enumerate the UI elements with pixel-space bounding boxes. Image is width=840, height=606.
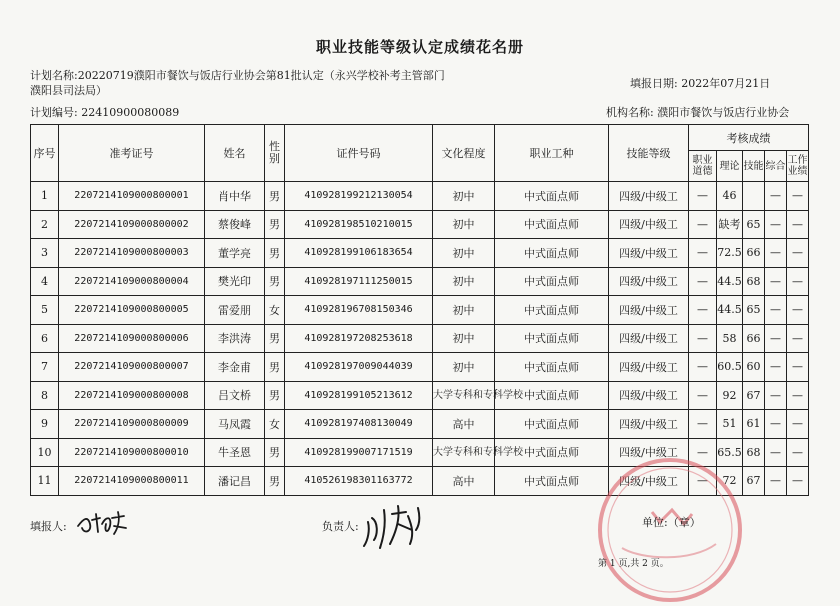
row-ethics: — [689, 438, 717, 467]
row-comprehensive: — [765, 267, 787, 296]
table-row [31, 239, 809, 268]
plan-name [30, 68, 445, 83]
row-seq: 8 [31, 381, 59, 410]
row-theory: 92 [717, 381, 743, 410]
row-occupation: 中式面点师 [495, 182, 609, 211]
row-ethics: — [689, 324, 717, 353]
row-skill-level: 四级/中级工 [609, 182, 689, 211]
row-ethics: — [689, 239, 717, 268]
row-comprehensive: — [765, 438, 787, 467]
row-exam-number: 2207214109000800006 [59, 324, 205, 353]
organization-value: 濮阳市餐饮与饭店行业协会 [657, 106, 790, 119]
unit-seal-label: 单位:（章） [642, 516, 701, 529]
row-education: 初中 [433, 267, 495, 296]
row-work-performance: — [787, 324, 809, 353]
row-work-performance: — [787, 438, 809, 467]
row-seq: 9 [31, 410, 59, 439]
plan-number-value: 22410900080089 [81, 106, 180, 119]
row-id-number: 410928197009044039 [285, 353, 433, 382]
header-exam-number: 准考证号 [59, 125, 205, 182]
table-row [31, 296, 809, 325]
row-theory: 44.5 [717, 296, 743, 325]
header-scores: 考核成绩 [689, 125, 809, 151]
row-exam-number: 2207214109000800005 [59, 296, 205, 325]
row-seq: 10 [31, 438, 59, 467]
table-row [31, 410, 809, 439]
row-name: 肖中华 [205, 182, 265, 211]
row-gender: 男 [265, 324, 285, 353]
header-skill-level: 技能等级 [609, 125, 689, 182]
row-skill: 67 [743, 467, 765, 496]
row-ethics: — [689, 267, 717, 296]
row-skill: 68 [743, 438, 765, 467]
row-skill [743, 182, 765, 211]
row-id-number: 410928199212130054 [285, 182, 433, 211]
row-seq: 4 [31, 267, 59, 296]
row-occupation: 中式面点师 [495, 210, 609, 239]
row-occupation: 中式面点师 [495, 324, 609, 353]
row-name: 潘记昌 [205, 467, 265, 496]
row-name: 李洪涛 [205, 324, 265, 353]
row-skill-level: 四级/中级工 [609, 267, 689, 296]
row-gender: 男 [265, 267, 285, 296]
row-comprehensive: — [765, 210, 787, 239]
plan-name-label: 计划名称: [30, 69, 78, 82]
row-work-performance: — [787, 410, 809, 439]
row-seq: 5 [31, 296, 59, 325]
fill-date [630, 76, 770, 91]
row-work-performance: — [787, 267, 809, 296]
row-theory: 65.5 [717, 438, 743, 467]
row-occupation: 中式面点师 [495, 410, 609, 439]
header-education: 文化程度 [433, 125, 495, 182]
row-theory: 72 [717, 467, 743, 496]
plan-name-value: 20220719濮阳市餐饮与饭店行业协会第81批认定（永兴学校补考主管部门 [77, 69, 445, 82]
row-education: 大学专科和专科学校 [433, 438, 495, 467]
row-education: 大学专科和专科学校 [433, 381, 495, 410]
row-work-performance: — [787, 381, 809, 410]
row-occupation: 中式面点师 [495, 267, 609, 296]
row-skill-level: 四级/中级工 [609, 239, 689, 268]
row-education: 初中 [433, 324, 495, 353]
row-name: 雷爱朋 [205, 296, 265, 325]
row-skill: 61 [743, 410, 765, 439]
table-row [31, 353, 809, 382]
header-work-performance: 工作业绩 [787, 151, 809, 182]
row-skill-level: 四级/中级工 [609, 381, 689, 410]
row-occupation: 中式面点师 [495, 438, 609, 467]
row-name: 吕文桥 [205, 381, 265, 410]
row-exam-number: 2207214109000800002 [59, 210, 205, 239]
header-occupation: 职业工种 [495, 125, 609, 182]
row-seq: 1 [31, 182, 59, 211]
row-work-performance: — [787, 296, 809, 325]
row-id-number: 410928196708150346 [285, 296, 433, 325]
row-name: 蔡俊峰 [205, 210, 265, 239]
row-occupation: 中式面点师 [495, 296, 609, 325]
fill-date-label: 填报日期: [630, 77, 678, 90]
table-row [31, 381, 809, 410]
row-occupation: 中式面点师 [495, 353, 609, 382]
page-number: 第 1 页,共 2 页。 [598, 559, 669, 569]
header-gender: 性别 [265, 125, 285, 182]
responsible-signature [362, 500, 432, 552]
row-exam-number: 2207214109000800007 [59, 353, 205, 382]
row-skill-level: 四级/中级工 [609, 467, 689, 496]
row-skill-level: 四级/中级工 [609, 410, 689, 439]
row-skill-level: 四级/中级工 [609, 210, 689, 239]
table-row [31, 210, 809, 239]
row-name: 李金甫 [205, 353, 265, 382]
row-comprehensive: — [765, 381, 787, 410]
row-ethics: — [689, 353, 717, 382]
row-education: 初中 [433, 296, 495, 325]
row-seq: 11 [31, 467, 59, 496]
row-gender: 男 [265, 239, 285, 268]
row-theory: 72.5 [717, 239, 743, 268]
row-ethics: — [689, 467, 717, 496]
row-theory: 58 [717, 324, 743, 353]
table-row [31, 267, 809, 296]
row-exam-number: 2207214109000800004 [59, 267, 205, 296]
table-row [31, 324, 809, 353]
row-skill-level: 四级/中级工 [609, 296, 689, 325]
header-ethics: 职业道德 [689, 151, 717, 182]
filler-label: 填报人: [30, 520, 67, 533]
row-exam-number: 2207214109000800008 [59, 381, 205, 410]
header-id-number: 证件号码 [285, 125, 433, 182]
row-theory: 46 [717, 182, 743, 211]
row-occupation: 中式面点师 [495, 381, 609, 410]
filler-signature [74, 506, 130, 540]
row-education: 初中 [433, 353, 495, 382]
row-skill: 65 [743, 210, 765, 239]
row-name: 董学亮 [205, 239, 265, 268]
row-comprehensive: — [765, 324, 787, 353]
header-seq: 序号 [31, 125, 59, 182]
header-name: 姓名 [205, 125, 265, 182]
row-education: 初中 [433, 239, 495, 268]
plan-name-continuation: 濮阳县司法局） [30, 84, 107, 97]
row-comprehensive: — [765, 296, 787, 325]
row-id-number: 410928199105213612 [285, 381, 433, 410]
row-skill: 65 [743, 296, 765, 325]
row-skill: 66 [743, 239, 765, 268]
fill-date-value: 2022年07月21日 [681, 77, 771, 90]
row-theory: 51 [717, 410, 743, 439]
row-skill-level: 四级/中级工 [609, 324, 689, 353]
row-id-number: 410928197408130049 [285, 410, 433, 439]
row-exam-number: 2207214109000800010 [59, 438, 205, 467]
row-ethics: — [689, 210, 717, 239]
responsible-label: 负责人: [322, 520, 359, 533]
score-roster-table [30, 124, 809, 496]
row-theory: 44.5 [717, 267, 743, 296]
row-gender: 男 [265, 182, 285, 211]
row-name: 樊光印 [205, 267, 265, 296]
row-comprehensive: — [765, 410, 787, 439]
row-occupation: 中式面点师 [495, 467, 609, 496]
row-skill-level: 四级/中级工 [609, 438, 689, 467]
row-gender: 男 [265, 210, 285, 239]
row-ethics: — [689, 381, 717, 410]
row-gender: 男 [265, 381, 285, 410]
row-education: 高中 [433, 467, 495, 496]
organization [606, 105, 789, 120]
row-comprehensive: — [765, 353, 787, 382]
row-id-number: 410526198301163772 [285, 467, 433, 496]
header-comprehensive: 综合 [765, 151, 787, 182]
row-exam-number: 2207214109000800003 [59, 239, 205, 268]
row-occupation: 中式面点师 [495, 239, 609, 268]
row-skill: 68 [743, 267, 765, 296]
row-comprehensive: — [765, 467, 787, 496]
row-seq: 3 [31, 239, 59, 268]
row-id-number: 410928197111250015 [285, 267, 433, 296]
row-gender: 女 [265, 296, 285, 325]
row-skill: 60 [743, 353, 765, 382]
row-exam-number: 2207214109000800009 [59, 410, 205, 439]
row-seq: 2 [31, 210, 59, 239]
row-skill: 67 [743, 381, 765, 410]
plan-number [30, 105, 179, 120]
row-id-number: 410928199106183654 [285, 239, 433, 268]
row-work-performance: — [787, 239, 809, 268]
row-education: 初中 [433, 182, 495, 211]
row-skill-level: 四级/中级工 [609, 353, 689, 382]
row-work-performance: — [787, 353, 809, 382]
row-work-performance: — [787, 467, 809, 496]
header-skill: 技能 [743, 151, 765, 182]
row-ethics: — [689, 182, 717, 211]
row-id-number: 410928197208253618 [285, 324, 433, 353]
row-gender: 女 [265, 410, 285, 439]
header-theory: 理论 [717, 151, 743, 182]
row-gender: 男 [265, 438, 285, 467]
row-id-number: 410928199007171519 [285, 438, 433, 467]
row-seq: 7 [31, 353, 59, 382]
row-id-number: 410928198510210015 [285, 210, 433, 239]
row-ethics: — [689, 296, 717, 325]
row-comprehensive: — [765, 182, 787, 211]
row-exam-number: 2207214109000800011 [59, 467, 205, 496]
row-name: 牛圣恩 [205, 438, 265, 467]
row-education: 初中 [433, 210, 495, 239]
row-theory: 60.5 [717, 353, 743, 382]
row-seq: 6 [31, 324, 59, 353]
row-work-performance: — [787, 210, 809, 239]
row-education: 高中 [433, 410, 495, 439]
row-work-performance: — [787, 182, 809, 211]
organization-label: 机构名称: [606, 106, 654, 119]
row-exam-number: 2207214109000800001 [59, 182, 205, 211]
row-theory: 缺考 [717, 210, 743, 239]
table-row [31, 182, 809, 211]
row-skill: 66 [743, 324, 765, 353]
row-gender: 男 [265, 353, 285, 382]
row-comprehensive: — [765, 239, 787, 268]
row-ethics: — [689, 410, 717, 439]
row-name: 马凤霞 [205, 410, 265, 439]
row-gender: 男 [265, 467, 285, 496]
plan-number-label: 计划编号: [30, 106, 78, 119]
document-title: 职业技能等级认定成绩花名册 [315, 38, 524, 56]
